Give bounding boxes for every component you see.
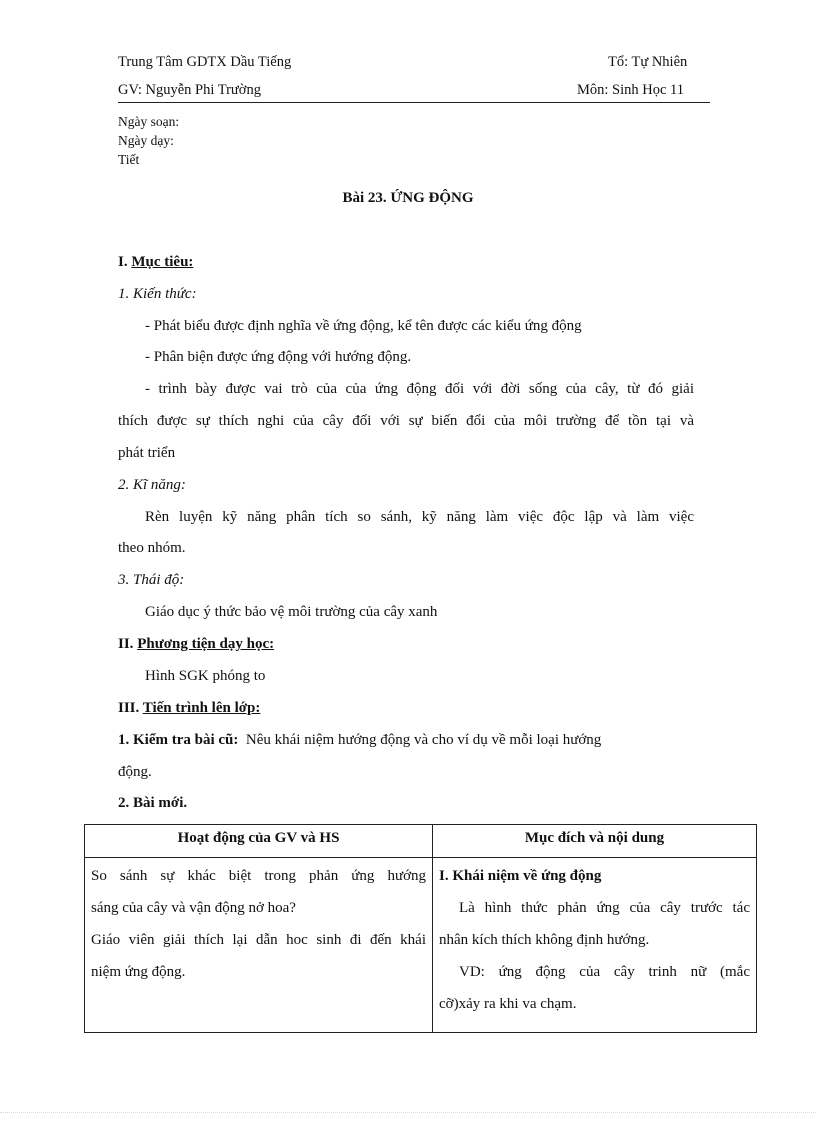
content-line-2: nhân kích thích không định hướng.: [439, 932, 650, 948]
section-1-title: Mục tiêu:: [131, 254, 194, 270]
lesson-title: Bài 23. ỨNG ĐỘNG: [342, 190, 474, 206]
skills-line-1: Rèn luyện kỹ năng phân tích so sánh, kỹ năng làm việc độc lập và làm việc: [145, 509, 694, 525]
activity-line-4: niệm ứng động.: [91, 964, 186, 980]
knowledge-item-2: - Phân biện được ứng động với hướng động.: [145, 349, 412, 365]
knowledge-label: 1. Kiến thức:: [118, 286, 197, 302]
check-question-line-2: động.: [118, 764, 152, 780]
content-cell: [433, 858, 757, 1033]
skills-line-2: theo nhóm.: [118, 540, 186, 556]
table-row: [85, 858, 757, 1033]
knowledge-item-1: - Phát biểu được định nghĩa về ứng động, kể tên được các kiểu ứng động: [145, 318, 582, 334]
school-name: Trung Tâm GDTX Dầu Tiếng: [118, 54, 292, 70]
content-line-1: Là hình thức phản ứng của cây trước tác: [459, 900, 750, 916]
section-3-heading: [118, 700, 260, 717]
teacher-name: GV: Nguyễn Phi Trường: [118, 82, 261, 98]
content-heading: I. Khái niệm về ứng động: [439, 868, 602, 884]
check-label: 1. Kiểm tra bài cũ:: [118, 732, 239, 748]
attitude-line-1: Giáo dục ý thức bảo vệ môi trường của cây xanh: [145, 604, 438, 620]
check-old-lesson: [118, 732, 601, 749]
activities-cell: [85, 858, 433, 1033]
department-name: Tổ: Tự Nhiên: [608, 54, 688, 70]
table-header-content: Mục đích và nội dung: [433, 825, 757, 858]
table-header-row: [85, 825, 757, 858]
check-question: Nêu khái niệm hướng động và cho ví dụ về mỗi loại hướng: [245, 732, 602, 748]
header-divider: [118, 102, 710, 103]
section-3-title: Tiến trình lên lớp:: [142, 700, 261, 716]
prep-date: Ngày soạn:: [118, 114, 180, 129]
section-2-number: II.: [118, 636, 138, 652]
section-2-heading: [118, 636, 274, 653]
table-header-activities: Hoạt động của GV và HS: [85, 825, 433, 858]
subject-name: Môn: Sinh Học 11: [577, 82, 685, 98]
attitude-label: 3. Thái độ:: [118, 572, 185, 588]
knowledge-item-3-line-2: thích được sự thích nghi của cây đối với sự biến đổi của môi trường để tồn tại và: [118, 413, 694, 429]
section-2-title: Phương tiện dạy học:: [137, 636, 275, 652]
materials-line-1: Hình SGK phóng to: [145, 668, 266, 684]
new-lesson-label: 2. Bài mới.: [118, 795, 188, 811]
period: Tiết: [118, 152, 140, 167]
activity-line-3: Giáo viên giải thích lại dẫn hoc sinh đi đến khái: [91, 932, 426, 948]
activity-line-2: sáng của cây và vận động nở hoa?: [91, 900, 296, 916]
activity-line-1: So sánh sự khác biệt trong phản ứng hướng: [91, 868, 426, 884]
section-1-heading: [118, 254, 193, 271]
section-1-number: I.: [118, 254, 132, 270]
teach-date: Ngày dạy:: [118, 133, 174, 148]
content-line-3: VD: ứng động của cây trinh nữ (mắc: [459, 964, 750, 980]
content-line-4: cỡ)xảy ra khi va chạm.: [439, 996, 577, 1012]
skills-label: 2. Kĩ năng:: [118, 477, 186, 493]
activity-table: [84, 824, 757, 1033]
knowledge-item-3-line-1: - trình bày được vai trò của của ứng động đối với đời sống của cây, từ đó giải: [145, 381, 694, 397]
knowledge-item-3-line-3: phát triển: [118, 445, 176, 461]
section-3-number: III.: [118, 700, 143, 716]
page-bottom-border: [0, 1112, 816, 1113]
